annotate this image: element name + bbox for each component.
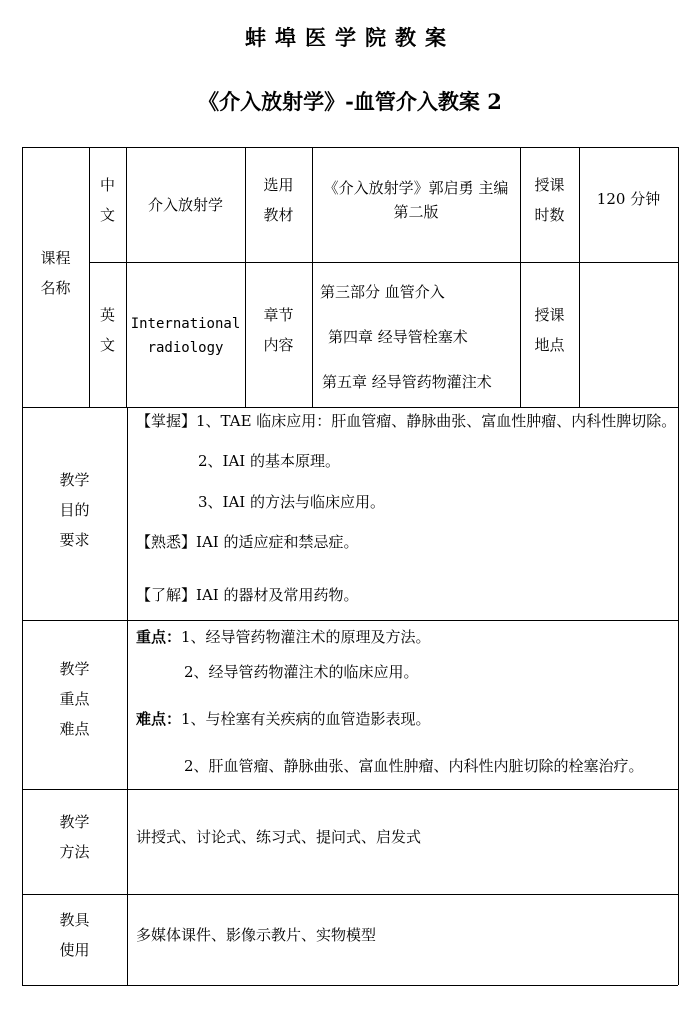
- objective-master-2: 2、IAI 的基本原理。: [198, 452, 340, 470]
- methods-value: 讲授式、讨论式、练习式、提问式、启发式: [136, 828, 422, 846]
- keypoints-label: 教学 重点 难点: [59, 660, 90, 738]
- chapter-list: 第三部分 血管介入 第四章 经导管栓塞术 第五章 经导管药物灌注术: [320, 283, 492, 391]
- hours-value: 120 分钟: [596, 190, 661, 208]
- chinese-course-name: 介入放射学: [147, 196, 223, 214]
- tools-value: 多媒体课件、影像示教片、实物模型: [136, 926, 377, 944]
- english-course-name: International radiology: [130, 316, 241, 356]
- objectives-label: 教学 目的 要求: [59, 471, 90, 549]
- textbook-value: 《介入放射学》郭启勇 主编 第二版: [323, 179, 509, 221]
- school-title: 蚌埠医学院教案: [245, 25, 455, 50]
- hours-label: 授课 时数: [534, 176, 565, 224]
- objective-know: 【了解】IAI 的器材及常用药物。: [136, 586, 359, 604]
- key-point-2: 2、经导管药物灌注术的临床应用。: [184, 663, 419, 681]
- tools-label: 教具 使用: [59, 911, 90, 959]
- textbook-label: 选用 教材: [263, 176, 294, 224]
- course-name-label: 课程 名称: [40, 249, 71, 297]
- hard-point-1: 难点：1、与栓塞有关疾病的血管造影表现。: [136, 710, 431, 728]
- objective-familiar: 【熟悉】IAI 的适应症和禁忌症。: [136, 533, 359, 551]
- hard-point-2: 2、肝血管瘤、静脉曲张、富血性肿瘤、内科性内脏切除的栓塞治疗。: [184, 757, 644, 775]
- english-label: 英 文: [99, 306, 115, 354]
- chinese-label: 中 文: [99, 176, 115, 224]
- objective-master-3: 3、IAI 的方法与临床应用。: [198, 493, 385, 511]
- chapter-label: 章节 内容: [263, 306, 294, 354]
- key-point-1: 重点：1、经导管药物灌注术的原理及方法。: [136, 628, 431, 646]
- methods-label: 教学 方法: [59, 813, 90, 861]
- objective-master-1: 【掌握】1、TAE 临床应用：肝血管瘤、静脉曲张、富血性肿瘤、内科性脾切除。: [136, 412, 677, 430]
- place-label: 授课 地点: [534, 306, 565, 354]
- page-title: 《介入放射学》-血管介入教案 2: [198, 89, 502, 114]
